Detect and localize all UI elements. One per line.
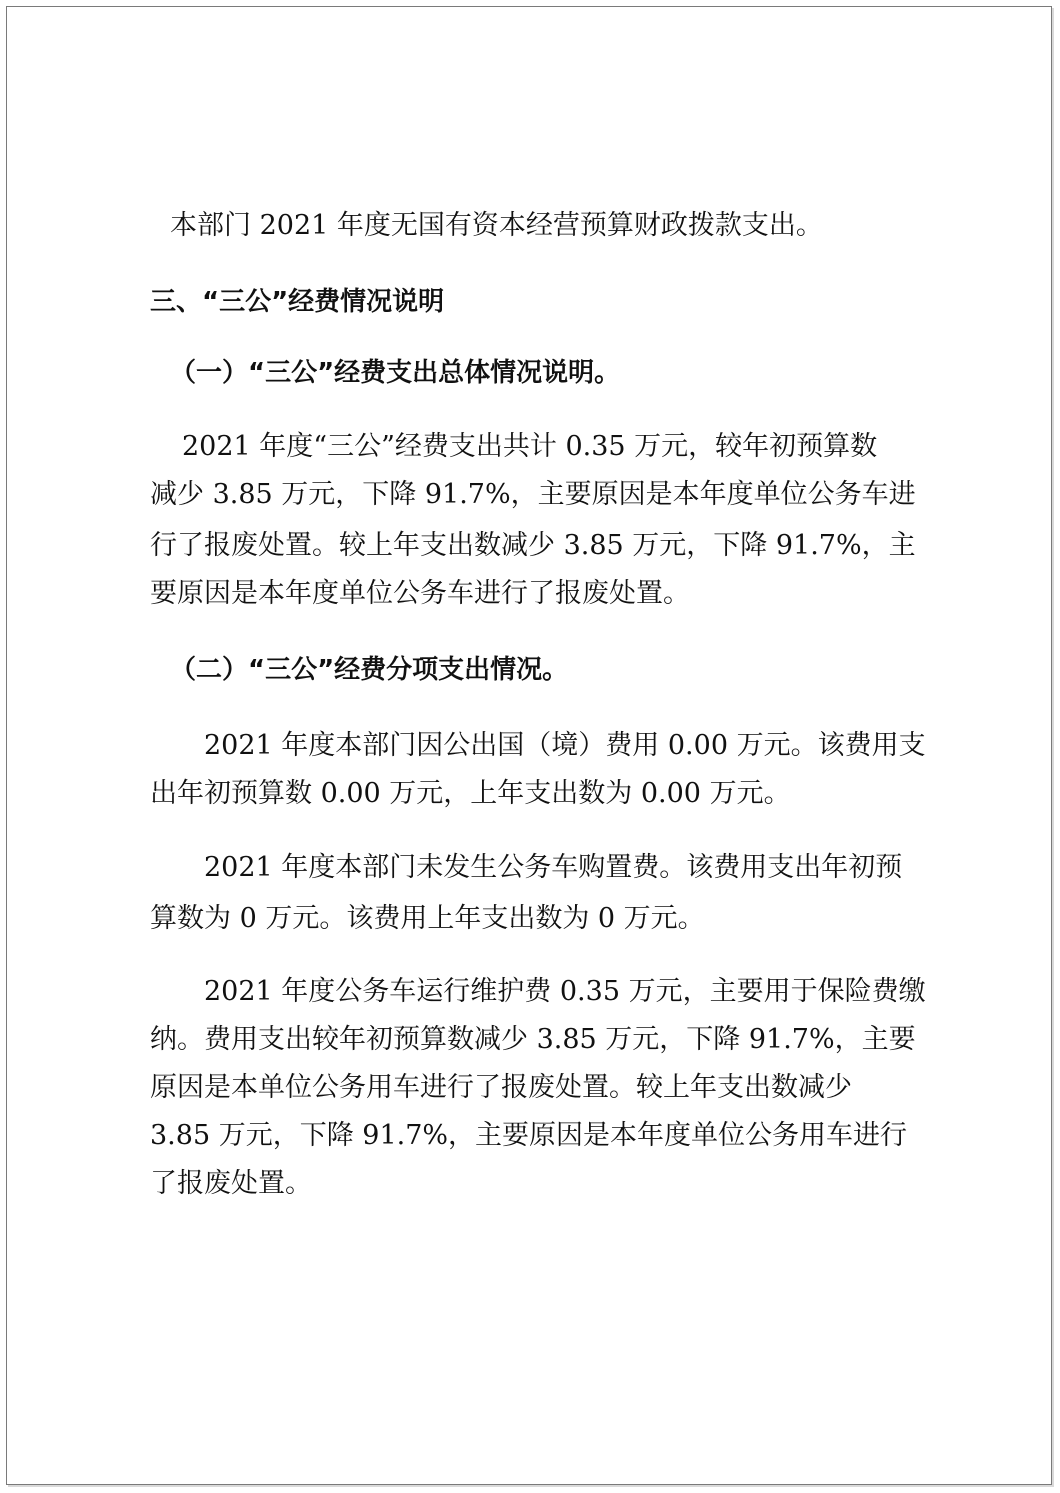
- paragraph-line: 减少 3.85 万元，下降 91.7%，主要原因是本年度单位公务车进: [150, 479, 916, 510]
- paragraph-capital-budget: 本部门 2021 年度无国有资本经营预算财政拨款支出。: [170, 210, 823, 241]
- paragraph-line: 2021 年度公务车运行维护费 0.35 万元，主要用于保险费缴: [204, 976, 926, 1007]
- paragraph-line: 了报废处置。: [150, 1168, 312, 1199]
- paragraph-line: 2021 年度本部门因公出国（境）费用 0.00 万元。该费用支: [204, 730, 926, 761]
- paragraph-line: 原因是本单位公务用车进行了报废处置。较上年支出数减少: [150, 1072, 852, 1103]
- paragraph-line: 要原因是本年度单位公务车进行了报废处置。: [150, 578, 690, 609]
- subheading-overall: （一）“三公”经费支出总体情况说明。: [170, 358, 621, 388]
- paragraph-line: 3.85 万元，下降 91.7%，主要原因是本年度单位公务用车进行: [150, 1120, 908, 1151]
- paragraph-vehicle-purchase: [150, 844, 930, 943]
- paragraph-line: 2021 年度本部门未发生公务车购置费。该费用支出年初预: [204, 852, 903, 883]
- paragraph-overseas: [150, 722, 930, 818]
- paragraph-line: 2021 年度“三公”经费支出共计 0.35 万元，较年初预算数: [182, 431, 878, 462]
- paragraph-overall: [150, 423, 930, 618]
- paragraph-line: 行了报废处置。较上年支出数减少 3.85 万元，下降 91.7%，主: [150, 530, 916, 561]
- paragraph-line: 纳。费用支出较年初预算数减少 3.85 万元，下降 91.7%，主要: [150, 1024, 916, 1055]
- document-page: [6, 6, 1052, 1485]
- paragraph-vehicle-maintenance: [150, 968, 930, 1208]
- subheading-itemized: （二）“三公”经费分项支出情况。: [170, 655, 569, 685]
- section-heading-three-public: 三、“三公”经费情况说明: [150, 287, 445, 317]
- paragraph-line: 出年初预算数 0.00 万元，上年支出数为 0.00 万元。: [150, 778, 791, 809]
- paragraph-line: 算数为 0 万元。该费用上年支出数为 0 万元。: [150, 903, 705, 934]
